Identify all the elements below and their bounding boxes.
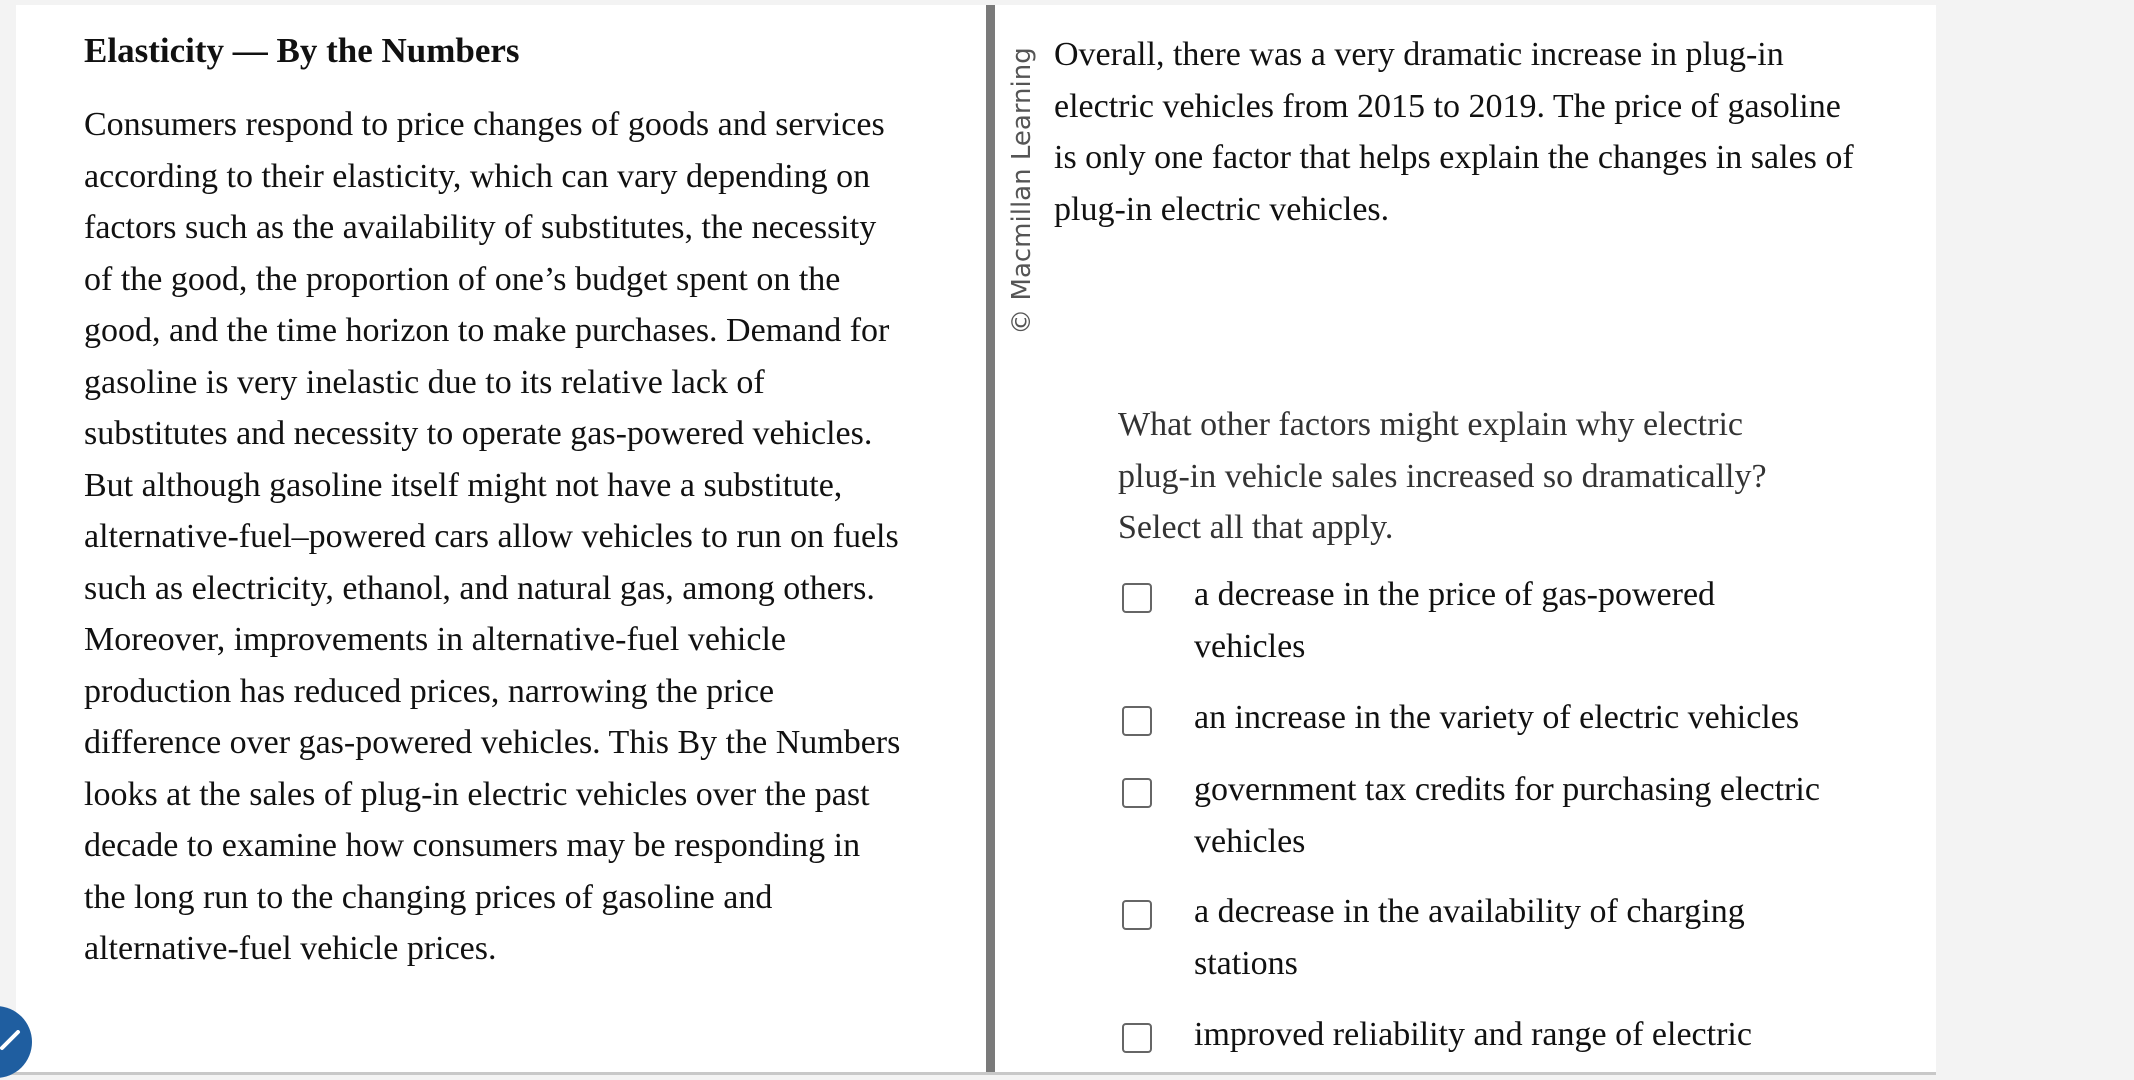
checkbox[interactable]: [1122, 706, 1152, 736]
reading-line: such as electricity, ethanol, and natural gas, among others.: [84, 569, 875, 607]
reading-line: substitutes and necessity to operate gas-powered vehicles.: [84, 415, 873, 452]
checkbox[interactable]: [1122, 1023, 1152, 1053]
option-label-line[interactable]: vehicles: [1194, 627, 1306, 665]
reading-line: the long run to the changing prices of gasoline and: [84, 878, 773, 916]
reading-line: of the good, the proportion of one’s budget spent on the: [84, 260, 841, 298]
reading-line: production has reduced prices, narrowing the price: [84, 672, 775, 710]
intro-text: [1054, 29, 1854, 235]
option-label-line[interactable]: a decrease in the price of gas-powered: [1194, 576, 1716, 613]
option-label[interactable]: [1194, 1009, 1752, 1061]
reading-line: difference over gas-powered vehicles. This By the Numbers: [84, 724, 901, 761]
option-label[interactable]: [1194, 569, 1715, 672]
reading-panel: [16, 5, 984, 1072]
question-line: plug-in vehicle sales increased so dramatically?: [1118, 457, 1767, 495]
reading-line: good, and the time horizon to make purchases. Demand for: [84, 312, 890, 349]
option-label-line[interactable]: a decrease in the availability of charging: [1194, 893, 1745, 930]
checkbox[interactable]: [1122, 900, 1152, 930]
intro-line: is only one factor that helps explain the changes in sales of: [1054, 139, 1854, 176]
reading-line: according to their elasticity, which can vary depending on: [84, 157, 871, 195]
reading-line: Moreover, improvements in alternative-fuel vehicle: [84, 621, 786, 658]
option-label-line[interactable]: improved reliability and range of electric: [1194, 1016, 1752, 1053]
intro-line: Overall, there was a very dramatic increase in plug-in: [1054, 36, 1784, 73]
checkbox[interactable]: [1122, 778, 1152, 808]
reading-line: factors such as the availability of substitutes, the necessity: [84, 209, 877, 246]
reading-line: looks at the sales of plug-in electric vehicles over the past: [84, 775, 870, 813]
reading-line: Consumers respond to price changes of goods and services: [84, 106, 885, 143]
checkbox[interactable]: [1122, 583, 1152, 613]
copyright-notice: © Macmillan Learning: [1007, 47, 1037, 335]
option-label[interactable]: [1194, 764, 1820, 867]
reading-line: gasoline is very inelastic due to its relative lack of: [84, 363, 765, 401]
option-label[interactable]: [1194, 886, 1745, 989]
section-title: Elasticity — By the Numbers: [84, 31, 520, 70]
reading-line: But although gasoline itself might not have a substitute,: [84, 466, 843, 504]
reading-text: [84, 99, 984, 975]
reading-line: alternative-fuel vehicle prices.: [84, 930, 497, 967]
option-label-line[interactable]: an increase in the variety of electric vehicles: [1194, 699, 1800, 736]
content-page: [16, 5, 1936, 1072]
check-icon: [0, 1030, 22, 1052]
option-label-line[interactable]: government tax credits for purchasing electric: [1194, 771, 1820, 808]
option-label-line[interactable]: vehicles: [1194, 822, 1306, 860]
panel-divider[interactable]: [986, 5, 995, 1072]
bottom-divider: [0, 1072, 1936, 1075]
question-line: Select all that apply.: [1118, 509, 1394, 546]
option-label-line[interactable]: stations: [1194, 944, 1298, 982]
question-line: What other factors might explain why electric: [1118, 406, 1743, 443]
option-label[interactable]: [1194, 692, 1799, 744]
reading-line: alternative-fuel–powered cars allow vehicles to run on fuels: [84, 518, 899, 555]
intro-line: plug-in electric vehicles.: [1054, 190, 1390, 228]
intro-line: electric vehicles from 2015 to 2019. The price of gasoline: [1054, 87, 1841, 125]
reading-line: decade to examine how consumers may be responding in: [84, 827, 861, 864]
question-prompt: [1118, 399, 1767, 554]
